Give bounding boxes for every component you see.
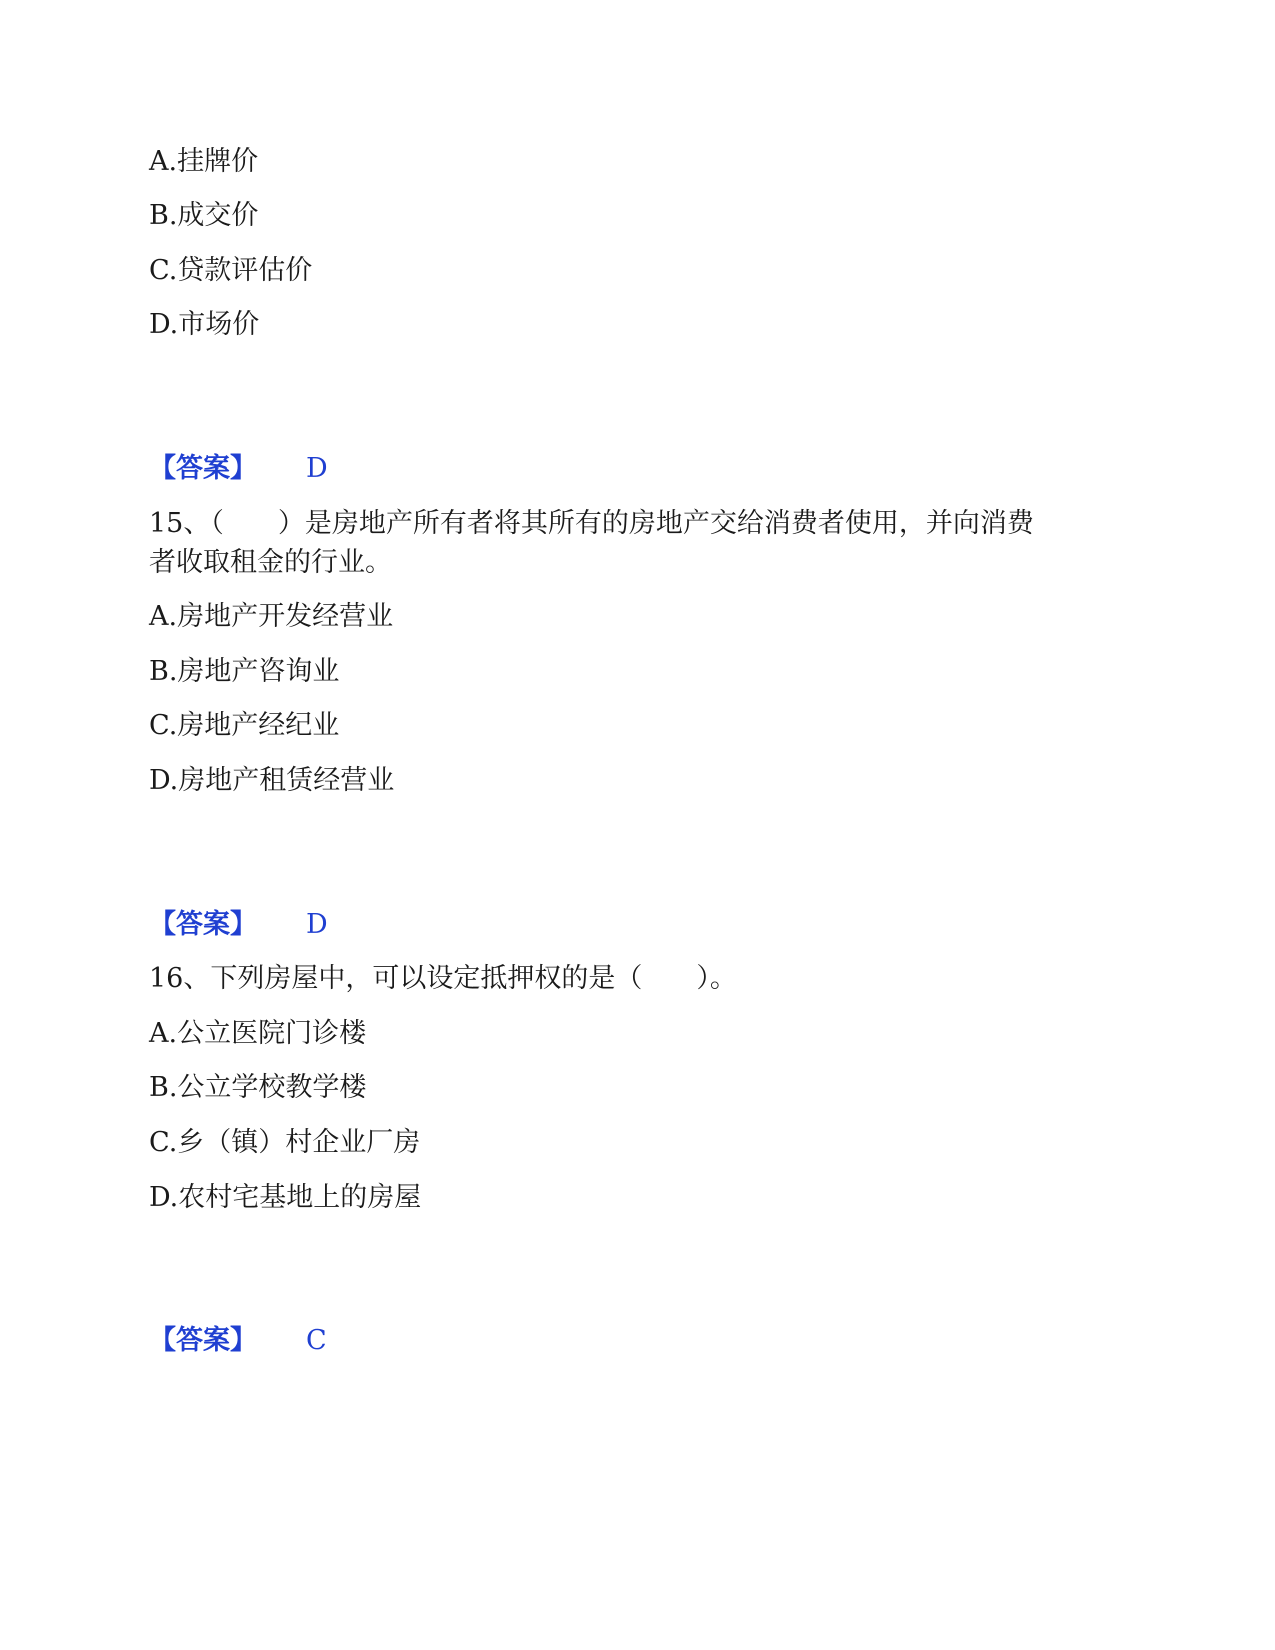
q15-option-d: D.房地产租赁经营业 [149,765,395,796]
q14-option-b: B.成交价 [149,200,259,231]
q15-stem-line1: 15、（ ）是房地产所有者将其所有的房地产交给消费者使用，并向消费 [149,508,1034,539]
q14-answer [149,451,549,487]
q16-option-d: D.农村宅基地上的房屋 [149,1182,422,1213]
q16-option-c: C.乡（镇）村企业厂房 [149,1127,421,1158]
q16-answer [149,1323,549,1359]
q15-stem-line2: 者收取租金的行业。 [149,547,392,578]
answer-value: D [306,909,328,940]
answer-label: 【答案】 [149,1325,257,1356]
q16-option-a: A.公立医院门诊楼 [149,1018,367,1049]
q14-option-c: C.贷款评估价 [149,255,313,286]
answer-label: 【答案】 [149,453,257,484]
q14-option-a: A.挂牌价 [149,146,259,177]
q15-option-a: A.房地产开发经营业 [149,601,394,632]
q14-option-d: D.市场价 [149,309,260,340]
answer-label: 【答案】 [149,909,257,940]
q15-option-c: C.房地产经纪业 [149,710,340,741]
q16-option-b: B.公立学校教学楼 [149,1072,367,1103]
q16-stem-line1: 16、下列房屋中，可以设定抵押权的是（ ）。 [149,963,737,994]
answer-value: D [306,453,328,484]
answer-value: C [306,1325,327,1356]
q15-option-b: B.房地产咨询业 [149,656,340,687]
q15-answer [149,907,549,943]
